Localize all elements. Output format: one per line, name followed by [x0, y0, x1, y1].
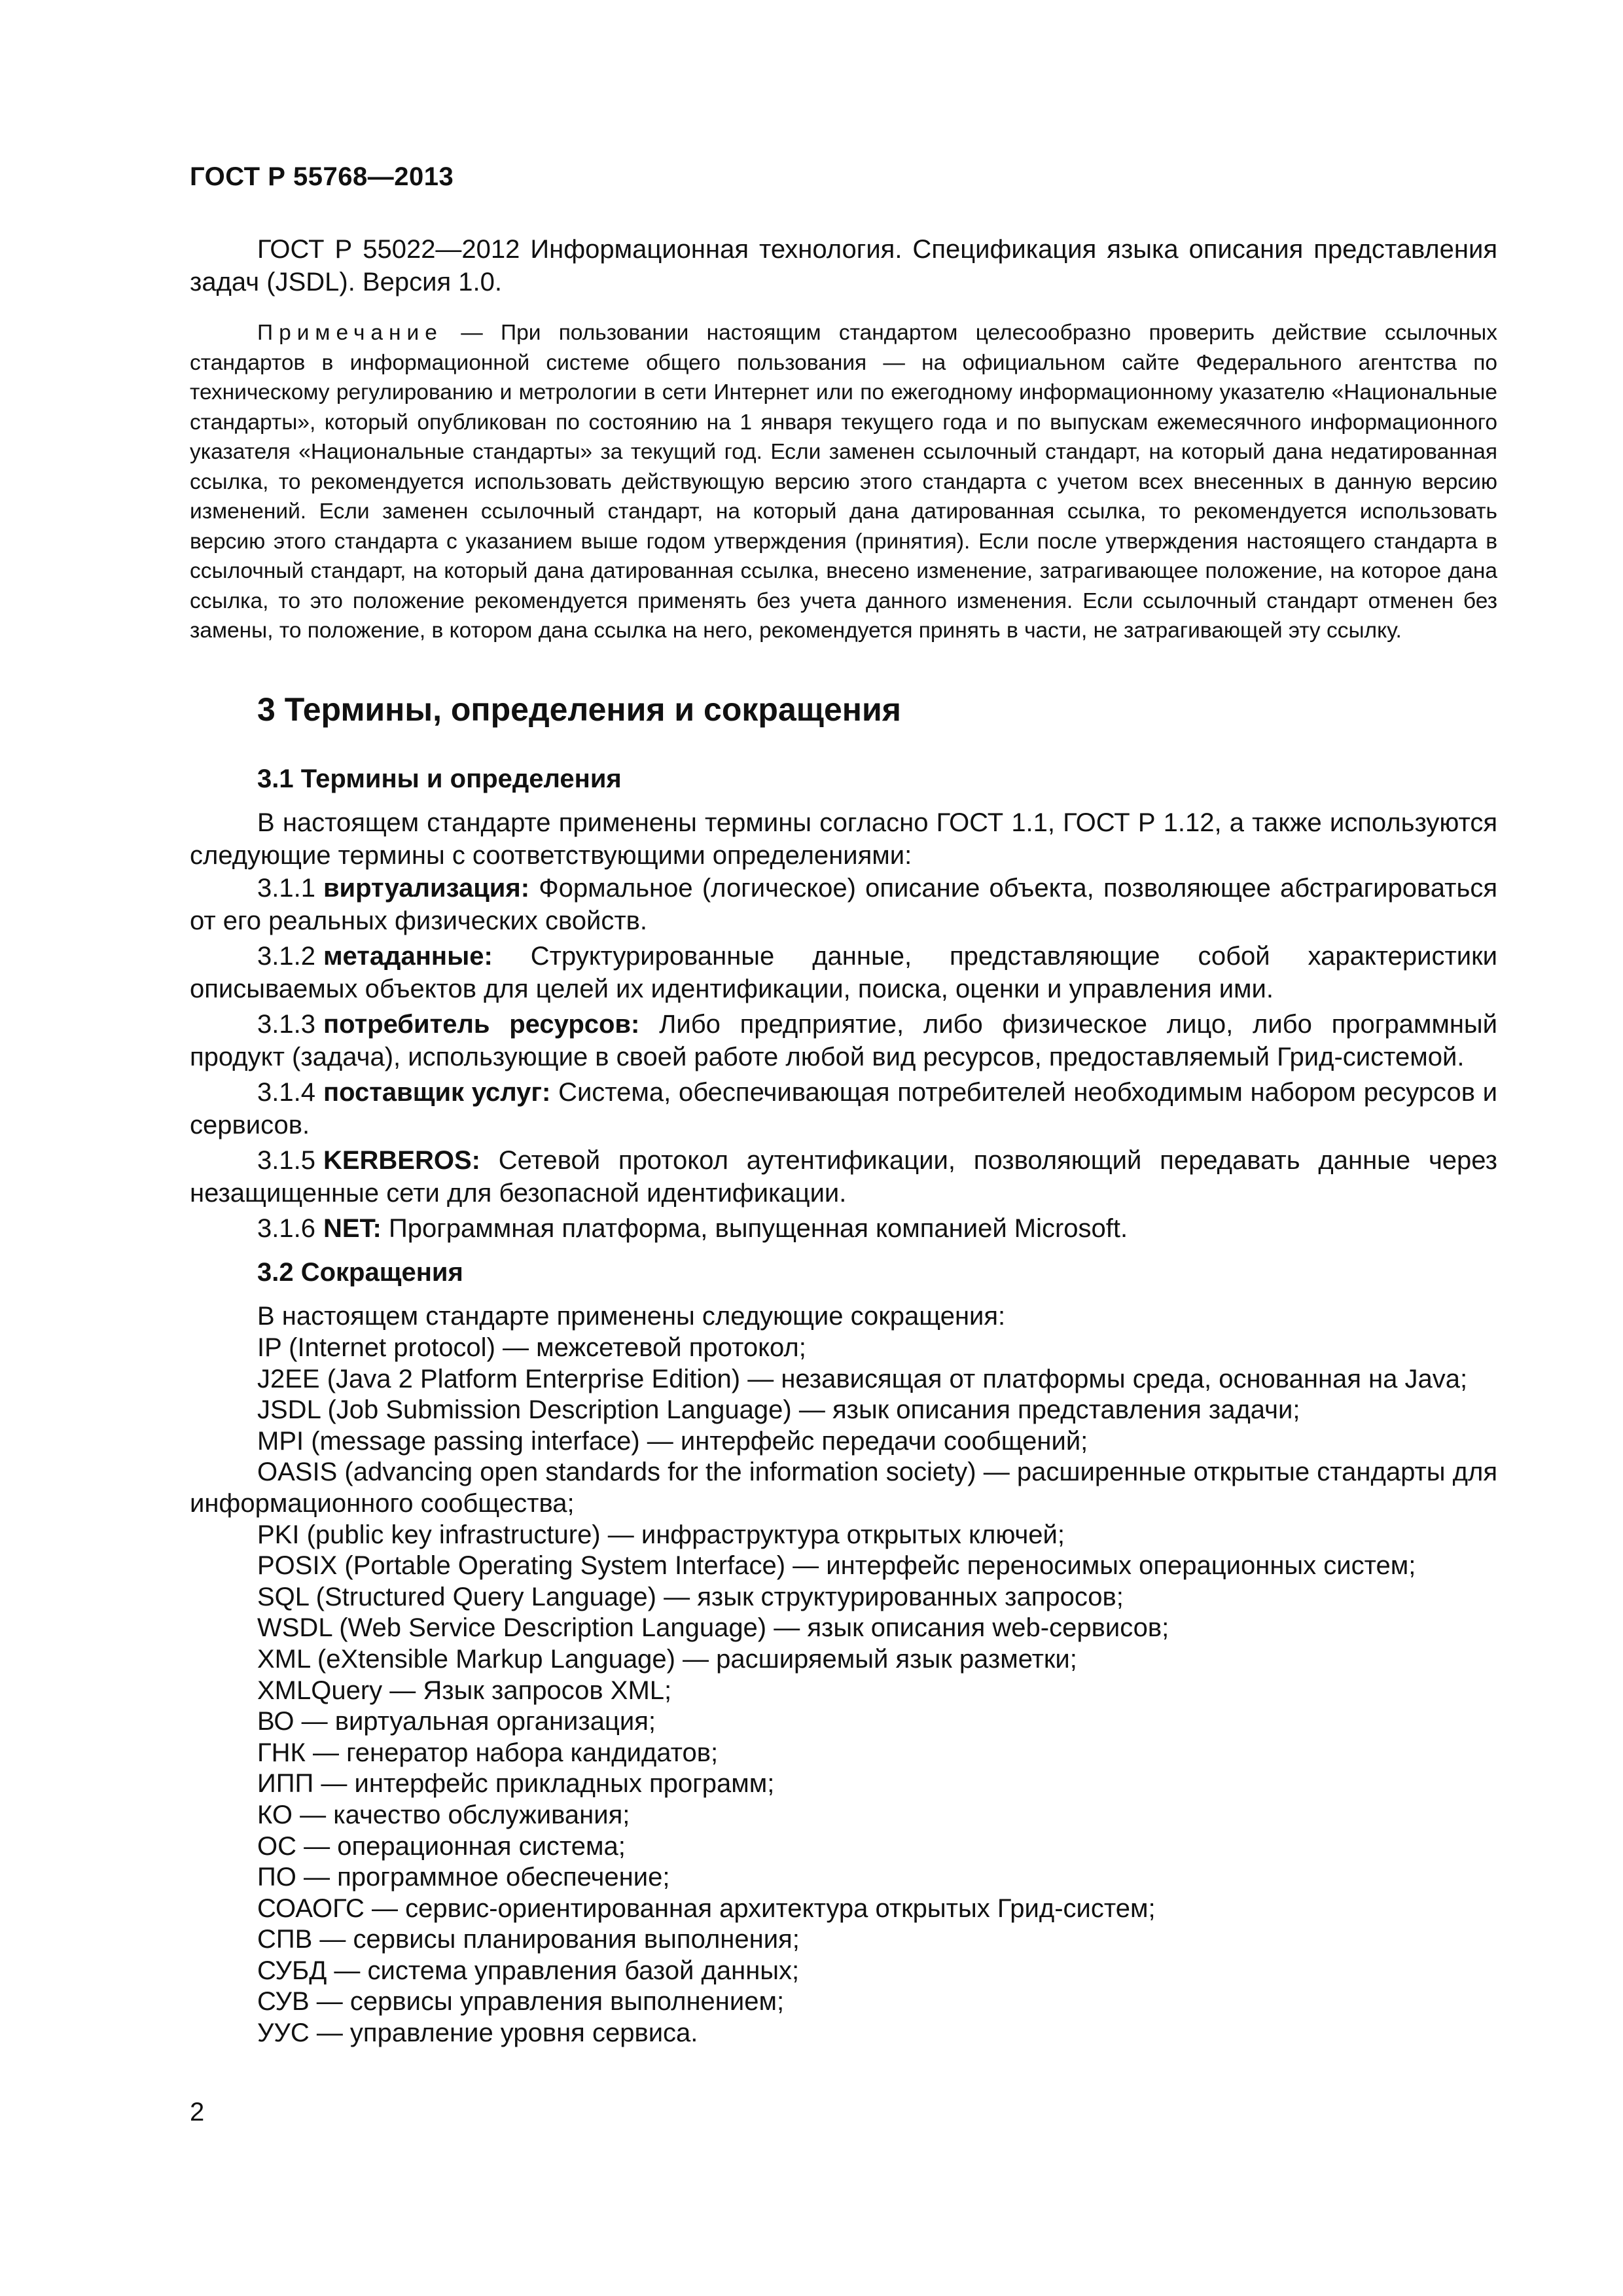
subsection-3-1-heading: 3.1 Термины и определения [257, 764, 622, 793]
definition-text: Система, обеспечивающая потребителей необходимым набором ресурсов и сервисов. [190, 1078, 1497, 1139]
abbreviation-item: J2EE (Java 2 Platform Enterprise Edition) — независящая от платформы среда, основанная на Java; [257, 1364, 1468, 1393]
abbreviation-item: ПО — программное обеспечение; [257, 1863, 670, 1892]
definition-text: Формальное (логическое) описание объекта, позволяющее абстрагироваться от его реальных физических свойств. [190, 874, 1497, 935]
abbreviation-item: IP (Internet protocol) — межсетевой протокол; [257, 1333, 806, 1362]
abbreviation-item: JSDL (Job Submission Description Language) — язык описания представления задачи; [257, 1395, 1300, 1425]
abbreviation-item: СУБД — система управления базой данных; [257, 1956, 800, 1985]
abbreviation-item: MPI (message passing interface) — интерфейс передачи сообщений; [257, 1426, 1088, 1456]
note-text: — При пользовании настоящим стандартом целесообразно проверить действие ссылочных стандартов в информационной системе общего пользования — на официальном сайте Федерального агентства по техническому регулированию и метрологии в сети Интернет или по ежегодному информационному указателю «Национальные стандарты», который опубликован по состоянию на 1 января текущего года и по выпускам ежемесячного информационного указателя «Национальные стандарты» за текущий год. Если заменен ссылочный стандарт, на который дана недатированная ссылка, то рекомендуется использовать действующую версию этого стандарта с учетом всех внесенных в данную версию изменений. Если заменен ссылочный стандарт, на который дана датированная ссылка, то рекомендуется использовать версию этого стандарта с указанием выше годом утверждения (принятия). Если после утверждения настоящего стандарта в ссылочный стандарт, на который дана датированная ссылка, внесено изменение, затрагивающее положение, на которое дана ссылка, то это положение рекомендуется применять без учета данного изменения. Если ссылочный стандарт отменен без замены, то положение, в котором дана ссылка на него, рекомендуется принять в части, не затрагивающей эту ссылку. [190, 321, 1497, 643]
abbreviation-item: POSIX (Portable Operating System Interface) — интерфейс переносимых операционных систем; [257, 1551, 1416, 1581]
definition-item [190, 1076, 1497, 1141]
abbreviation-item: ВО — виртуальная организация; [257, 1707, 656, 1736]
abbreviation-item: XMLQuery — Язык запросов XML; [257, 1676, 672, 1705]
definition-number: 3.1.6 [257, 1214, 315, 1243]
abbreviation-item: СУВ — сервисы управления выполнением; [257, 1987, 785, 2017]
subsection-3-2-heading: 3.2 Сокращения [257, 1258, 463, 1287]
abbreviation-item: SQL (Structured Query Language) — язык структурированных запросов; [257, 1582, 1124, 1611]
definition-term: KERBEROS: [323, 1146, 480, 1175]
definition-number: 3.1.3 [257, 1010, 315, 1039]
definitions-list [190, 872, 1497, 1247]
definition-item [190, 1008, 1497, 1073]
definition-number: 3.1.4 [257, 1078, 315, 1107]
abbreviation-item: СОАОГС — сервис-ориентированная архитектура открытых Грид-систем; [257, 1893, 1156, 1923]
definition-term: виртуализация: [323, 874, 530, 903]
definition-term: NET: [323, 1214, 382, 1243]
definition-number: 3.1.2 [257, 942, 315, 971]
referenced-standard-paragraph: ГОСТ Р 55022—2012 Информационная технология. Спецификация языка описания представления задач (JSDL). Версия 1.0. [190, 235, 1497, 296]
abbreviations-intro: В настоящем стандарте применены следующие сокращения: [257, 1302, 1006, 1331]
note-paragraph [190, 318, 1497, 646]
abbreviation-item: PKI (public key infrastructure) — инфраструктура открытых ключей; [257, 1520, 1065, 1549]
definition-term: метаданные: [323, 942, 493, 971]
abbreviation-item: XML (eXtensible Markup Language) — расширяемый язык разметки; [257, 1644, 1077, 1674]
definition-text: Программная платформа, выпущенная компанией Microsoft. [381, 1214, 1128, 1243]
note-label: Примечание [257, 321, 443, 345]
abbreviation-item: УУС — управление уровня сервиса. [257, 2018, 698, 2048]
definition-text: Структурированные данные, представляющие собой характеристики описываемых объектов для целей их идентификации, поиска, оценки и управления ими. [190, 942, 1497, 1003]
abbreviation-item: СПВ — сервисы планирования выполнения; [257, 1925, 800, 1954]
abbreviation-item: OASIS (advancing open standards for the information society) — расширенные открытые стандарты для информационного сообщества; [190, 1458, 1497, 1518]
definition-term: поставщик услуг: [323, 1078, 551, 1107]
section-3-heading: 3 Термины, определения и сокращения [257, 691, 901, 728]
abbreviation-item: ИПП — интерфейс прикладных программ; [257, 1769, 775, 1799]
definition-term: потребитель ресурсов: [323, 1010, 640, 1039]
definition-item [190, 872, 1497, 937]
definition-item [190, 1212, 1497, 1245]
definition-item [190, 940, 1497, 1005]
definition-text: Сетевой протокол аутентификации, позволяющий передавать данные через незащищенные сети для безопасной идентификации. [190, 1146, 1497, 1208]
definition-number: 3.1.5 [257, 1146, 315, 1175]
abbreviation-item: ГНК — генератор набора кандидатов; [257, 1738, 719, 1767]
page-number: 2 [190, 2098, 205, 2126]
abbreviation-item: WSDL (Web Service Description Language) — язык описания web-сервисов; [257, 1613, 1169, 1643]
abbreviation-item: ОС — операционная система; [257, 1831, 626, 1861]
abbreviations-list [190, 1333, 1497, 2049]
definition-number: 3.1.1 [257, 874, 315, 903]
standard-code-header: ГОСТ Р 55768—2013 [190, 162, 454, 191]
terms-intro: В настоящем стандарте применены термины согласно ГОСТ 1.1, ГОСТ Р 1.12, а также используются следующие термины с соответствующими определениями: [190, 808, 1497, 870]
definition-item [190, 1144, 1497, 1210]
definition-text: Либо предприятие, либо физическое лицо, либо программный продукт (задача), использующие в своей работе любой вид ресурсов, предоставляемый Грид-системой. [190, 1010, 1497, 1071]
abbreviation-item: КО — качество обслуживания; [257, 1800, 630, 1829]
